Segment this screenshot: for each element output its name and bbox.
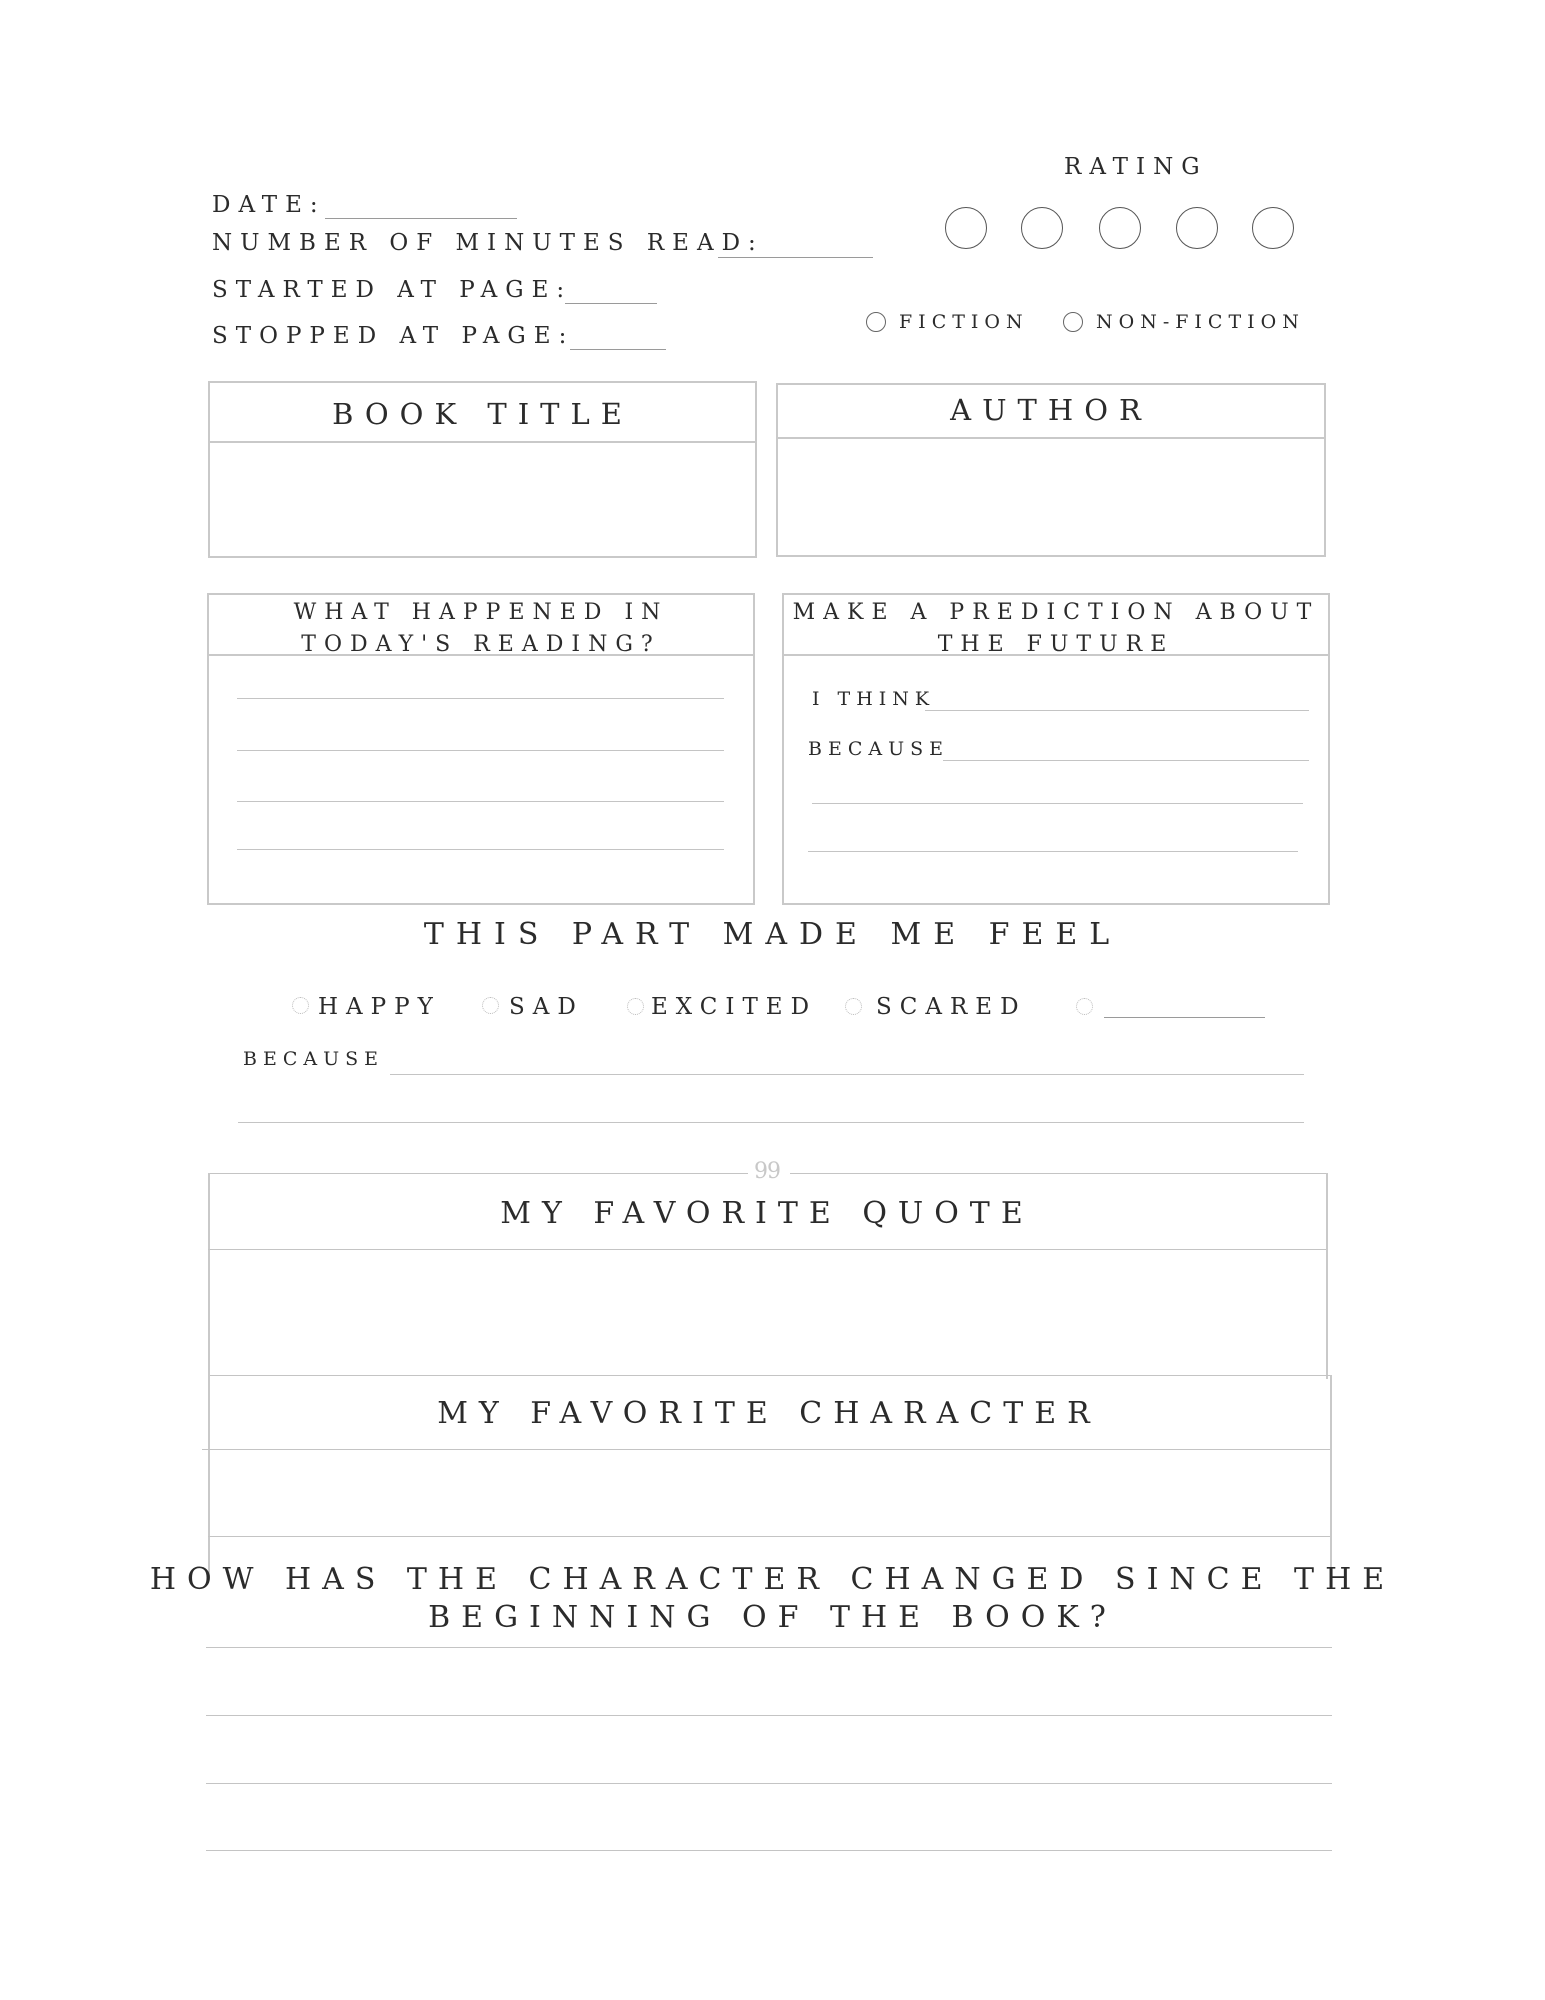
- change-line[interactable]: [206, 1783, 1332, 1784]
- change-line[interactable]: [206, 1647, 1332, 1648]
- happy-radio[interactable]: [292, 997, 309, 1014]
- character-bottom-border: [208, 1536, 1330, 1537]
- date-label: DATE:: [212, 192, 326, 218]
- stopped-page-field[interactable]: [570, 349, 666, 350]
- book-title-heading: BOOK TITLE: [332, 397, 633, 431]
- author-box: [776, 383, 1326, 557]
- date-field[interactable]: [325, 218, 517, 219]
- scared-radio[interactable]: [845, 998, 862, 1015]
- minutes-read-field[interactable]: [718, 257, 873, 258]
- feel-because-label: BECAUSE: [243, 1048, 384, 1070]
- what-happened-box: [207, 593, 755, 905]
- excited-radio[interactable]: [627, 998, 644, 1015]
- prediction-because-line[interactable]: [943, 760, 1309, 761]
- author-heading: AUTHOR: [950, 393, 1152, 427]
- book-title-box: [208, 381, 757, 558]
- feel-because-line[interactable]: [238, 1122, 1304, 1123]
- character-field[interactable]: [210, 1452, 1328, 1532]
- started-page-label: STARTED AT PAGE:: [212, 277, 573, 303]
- other-feeling-field[interactable]: [1104, 1017, 1265, 1018]
- change-line[interactable]: [206, 1715, 1332, 1716]
- feel-because-line[interactable]: [390, 1074, 1304, 1075]
- minutes-read-label: NUMBER OF MINUTES READ:: [212, 230, 764, 256]
- what-happened-line[interactable]: [237, 750, 724, 751]
- fiction-radio[interactable]: [866, 312, 886, 332]
- what-happened-line[interactable]: [237, 801, 724, 802]
- author-field[interactable]: [778, 439, 1324, 555]
- character-right-border: [1330, 1375, 1332, 1577]
- quote-right-border: [1326, 1173, 1328, 1379]
- prediction-heading-line1: MAKE A PREDICTION ABOUT: [792, 600, 1320, 625]
- quote-top-border-right: [790, 1173, 1326, 1174]
- i-think-label: I THINK: [812, 688, 936, 710]
- change-heading-line1: HOW HAS THE CHARACTER CHANGED SINCE THE: [149, 1562, 1396, 1597]
- i-think-line[interactable]: [925, 710, 1309, 711]
- rating-circle-5[interactable]: [1252, 207, 1294, 249]
- rating-label: RATING: [1064, 154, 1208, 180]
- nonfiction-label: NON-FICTION: [1096, 311, 1305, 333]
- prediction-because-label: BECAUSE: [808, 738, 949, 760]
- quote-top-border: [208, 1173, 748, 1174]
- stopped-page-label: STOPPED AT PAGE:: [212, 323, 575, 349]
- started-page-field[interactable]: [565, 303, 657, 304]
- quote-mark-icon: 99: [754, 1159, 780, 1184]
- rating-circle-2[interactable]: [1021, 207, 1063, 249]
- what-happened-heading-line2: TODAY'S READING?: [301, 632, 661, 657]
- feel-heading: THIS PART MADE ME FEEL: [423, 917, 1122, 952]
- prediction-heading-line2: THE FUTURE: [937, 632, 1175, 657]
- happy-label: HAPPY: [318, 994, 441, 1020]
- quote-field[interactable]: [210, 1252, 1324, 1372]
- what-happened-line[interactable]: [237, 698, 724, 699]
- rating-circle-4[interactable]: [1176, 207, 1218, 249]
- book-title-field[interactable]: [210, 443, 755, 556]
- scared-label: SCARED: [876, 994, 1027, 1020]
- what-happened-line[interactable]: [237, 849, 724, 850]
- quote-divider: [208, 1249, 1326, 1250]
- nonfiction-radio[interactable]: [1063, 312, 1083, 332]
- prediction-line[interactable]: [808, 851, 1298, 852]
- rating-circle-1[interactable]: [945, 207, 987, 249]
- character-top-border: [208, 1375, 1330, 1376]
- change-heading-line2: BEGINNING OF THE BOOK?: [428, 1600, 1117, 1635]
- sad-radio[interactable]: [482, 997, 499, 1014]
- character-divider: [202, 1449, 1330, 1450]
- what-happened-heading-line1: WHAT HAPPENED IN: [293, 600, 669, 625]
- sad-label: SAD: [509, 994, 584, 1020]
- rating-circle-3[interactable]: [1099, 207, 1141, 249]
- change-line[interactable]: [206, 1850, 1332, 1851]
- other-feeling-radio[interactable]: [1076, 998, 1093, 1015]
- excited-label: EXCITED: [651, 994, 818, 1020]
- quote-heading: MY FAVORITE QUOTE: [500, 1196, 1034, 1231]
- prediction-line[interactable]: [812, 803, 1303, 804]
- character-heading: MY FAVORITE CHARACTER: [437, 1396, 1101, 1431]
- fiction-label: FICTION: [899, 311, 1029, 333]
